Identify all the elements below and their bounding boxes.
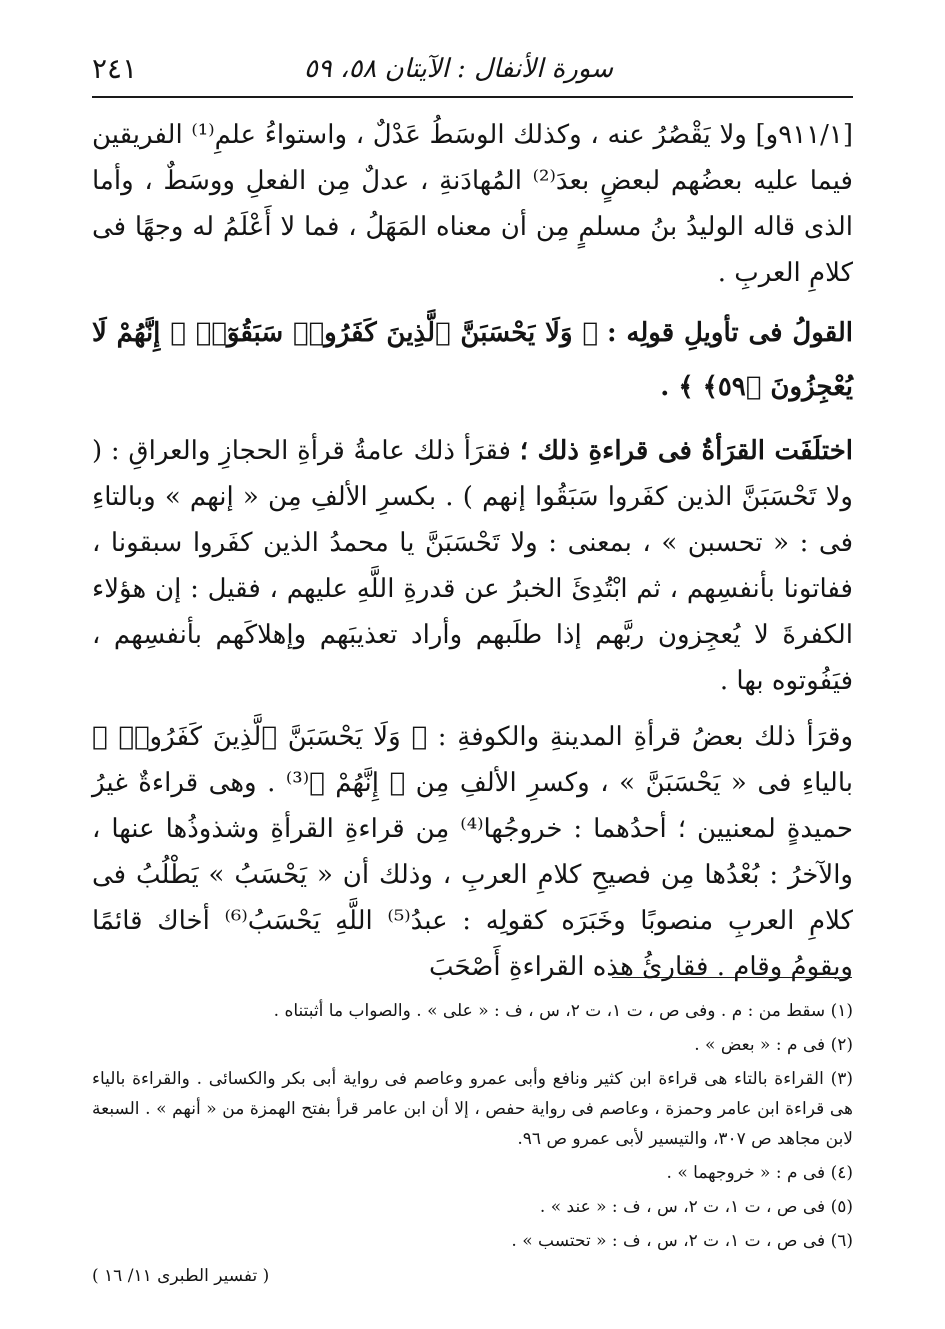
paragraph-2-text: فقرَأ ذلك عامةُ قرأةِ الحجازِ والعراقِ : ( ولا تَحْسَبَنَّ الذين كفَروا سَبَقُوا إنهم ) . بكسرِ الألفِ مِن « إنهم » وبالتاءِ فى : « تحسبن » ، بمعنى : ولا تَحْسَبَنَّ يا محمدُ الذين كفَروا سبقونا ، ففاتونا بأنفسِهم ، ثم ابْتُدِئَ الخبرُ عن قدرةِ اللَّهِ عليهم ، فقيل : إن هؤلاء الكفرةَ لا يُعجِزون ربَّهم إذا طلَبهم وأراد تعذيبَهم وإهلاكَهم بأنفسِهم ، فيَفُوتوه بها . — [92, 436, 853, 696]
header-rule — [92, 96, 853, 98]
footnote-2: (٢) فى م : « بعض » . — [694, 1035, 853, 1055]
paragraph-2 — [92, 428, 853, 704]
main-text — [92, 112, 853, 1000]
running-header — [92, 50, 853, 94]
footnote-3: (٣) القراءة بالتاء هى قراءة ابن كثير ونافع وأبى عمرو وعاصم فى رواية أبى بكر والكسائى . والقراءة بالياء هى قراءة ابن عامر وحمزة ، وعاصم فى رواية حفص ، إلا أن ابن عامر قرأ بفتح الهمزة من « أنهم » . السبعة لابن مجاهد ص ٣٠٧، والتيسير لأبى عمرو ص ٩٦. — [92, 1069, 853, 1149]
footnote-5: (٥) فى ص ، ت ١، ت ٢، س ، ف : « عند » . — [539, 1197, 853, 1217]
paragraph-1: [٩١١/١و] ولا يَقْصُرُ عنه ، وكذلك الوسَطُ عَدْلٌ ، واستواءُ علمِ⁽¹⁾ الفريقين فيما عليه بعضُهم لبعضٍ بعدَ⁽²⁾ المُهادَنةِ ، عدلٌ مِن الفعلِ ووسَطٌ ، وأما الذى قاله الوليدُ بنُ مسلمٍ مِن أن معناه المَهَلُ ، فما لا أَعْلَمُ له وجهًا فى كلامِ العربِ . — [92, 120, 854, 288]
heading-lead: القولُ فى تأويلِ قولِه : — [606, 318, 853, 348]
footnote-1: (١) سقط من : م . وفى ص ، ت ١، ت ٢، س ، ف : « على » . والصواب ما أثبتناه . — [273, 1001, 853, 1021]
footnote-6: (٦) فى ص ، ت ١، ت ٢، س ، ف : « تحتسب » . — [511, 1231, 853, 1251]
paragraph-3: وقرَأ ذلك بعضُ قرأةِ المدينةِ والكوفةِ : ﴿ وَلَا يَحْسَبَنَّ ٱلَّذِينَ كَفَرُوا۟ ﴾ بالياءِ فى « يَحْسَبَنَّ » ، وكسرِ الألفِ مِن ﴿ إِنَّهُمْ ﴾⁽³⁾ . وهى قراءةٌ غيرُ حميدةٍ لمعنيين ؛ أحدُهما : خروجُها⁽⁴⁾ مِن قراءةِ القرأةِ وشذوذُها عنها ، والآخرُ : بُعْدُها مِن فصيحِ كلامِ العربِ ، وذلك أن « يَحْسَبُ » يَطْلُبُ فى كلامِ العربِ منصوبًا وخَبَرَه كقولِه : عبدُ⁽⁵⁾ اللَّهِ يَحْسَبُ⁽⁶⁾ أخاك قائمًا ويقومُ وقام . فقارئُ هذه القراءةِ أَصْحَبَ — [92, 722, 854, 982]
footnote-rule — [612, 977, 852, 978]
page-number: ٢٤١ — [92, 52, 138, 85]
quran-verse: ﴿ وَلَا يَحْسَبَنَّ ٱلَّذِينَ كَفَرُوا۟ سَبَقُوٓا۟ ۚ إِنَّهُمْ لَا يُعْجِزُونَ ﴿٥٩﴾ ﴾ . — [92, 318, 853, 402]
footnotes — [92, 996, 853, 1260]
source-footer: ( تفسير الطبرى ١١/ ١٦ ) — [92, 1266, 270, 1286]
surah-title: سورة الأنفال : الآيتان ٥٨، ٥٩ — [303, 54, 613, 84]
paragraph-2-lead: اختلَفَت القرَأةُ فى قراءةِ ذلك ؛ — [519, 436, 853, 466]
footnote-4: (٤) فى م : « خروجهما » . — [666, 1163, 853, 1183]
tafsir-heading — [92, 306, 853, 414]
